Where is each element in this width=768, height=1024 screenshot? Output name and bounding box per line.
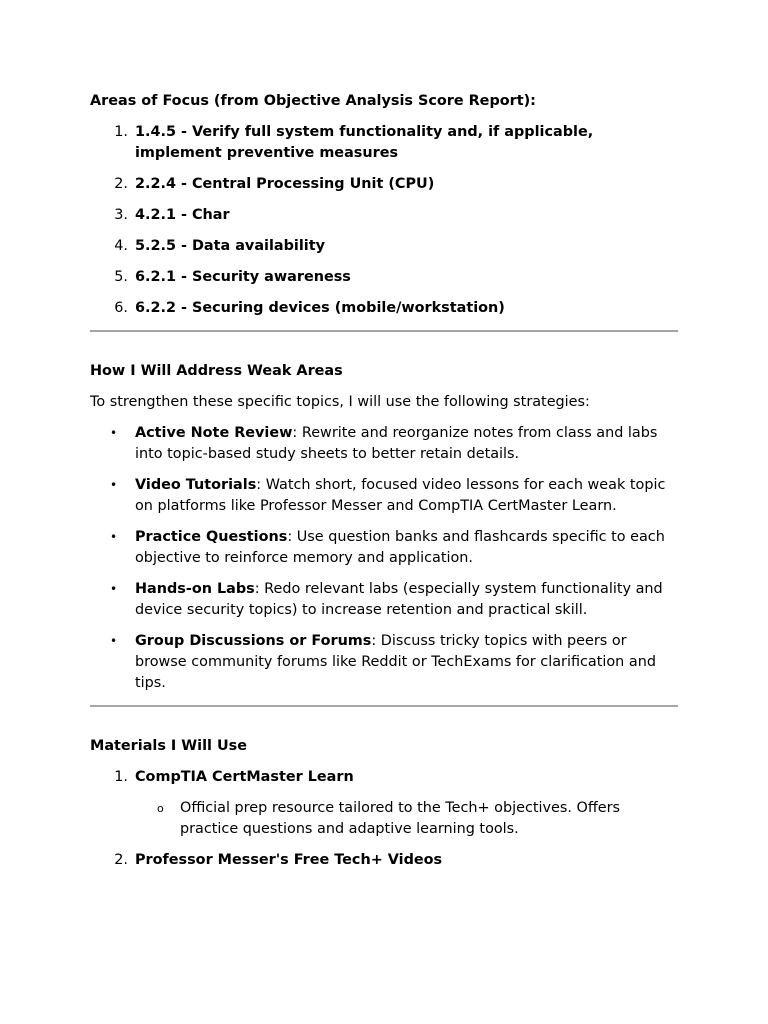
focus-list-item <box>90 174 678 195</box>
focus-item-text: 5.2.5 - Data availability <box>135 238 325 254</box>
material-title: Professor Messer's Free Tech+ Videos <box>135 852 443 868</box>
section-divider <box>90 330 678 332</box>
strategy-list-item <box>90 423 678 465</box>
focus-item-text: 2.2.4 - Central Processing Unit (CPU) <box>135 176 435 192</box>
strategy-term: Hands-on Labs <box>135 581 255 597</box>
list-number: 3. <box>114 207 128 223</box>
material-title: CompTIA CertMaster Learn <box>135 769 354 785</box>
strategy-description: : Use question banks and flashcards specific to each objective to reinforce memory and application. <box>135 529 665 566</box>
list-number: 1. <box>114 124 128 140</box>
focus-list-item <box>90 122 678 164</box>
focus-list <box>90 122 678 319</box>
bullet-icon: • <box>110 478 118 492</box>
circle-bullet-icon: o <box>157 802 164 815</box>
materials-list <box>90 767 678 871</box>
material-list-item <box>90 850 678 871</box>
focus-item-text: 4.2.1 - Char <box>135 207 230 223</box>
document-content <box>90 91 678 871</box>
focus-heading: Areas of Focus (from Objective Analysis Score Report): <box>90 93 536 109</box>
strategy-list-item <box>90 527 678 569</box>
focus-item-text: 6.2.2 - Securing devices (mobile/workstation) <box>135 300 505 316</box>
strategy-description: : Watch short, focused video lessons for each weak topic on platforms like Professor Messer and CompTIA CertMaster Learn. <box>135 477 666 514</box>
strategy-description: : Rewrite and reorganize notes from class and labs into topic-based study sheets to better retain details. <box>135 425 658 462</box>
section-divider <box>90 705 678 707</box>
strategy-description: : Discuss tricky topics with peers or browse community forums like Reddit or TechExams for clarification and tips. <box>135 633 656 691</box>
material-description: Official prep resource tailored to the Tech+ objectives. Offers practice questions and adaptive learning tools. <box>180 800 621 837</box>
material-sub-item <box>135 798 678 840</box>
focus-list-item <box>90 298 678 319</box>
strategy-list-item <box>90 579 678 621</box>
bullet-icon: • <box>110 530 118 544</box>
focus-list-item <box>90 267 678 288</box>
bullet-icon: • <box>110 582 118 596</box>
list-number: 2. <box>114 852 128 868</box>
strategy-description: : Redo relevant labs (especially system functionality and device security topics) to increase retention and practical skill. <box>135 581 663 618</box>
weak-areas-intro: To strengthen these specific topics, I will use the following strategies: <box>90 394 590 410</box>
strategy-list-item <box>90 631 678 694</box>
focus-item-text: 1.4.5 - Verify full system functionality and, if applicable, implement preventive measures <box>135 124 594 161</box>
bullet-icon: • <box>110 426 118 440</box>
bullet-icon: • <box>110 634 118 648</box>
list-number: 2. <box>114 176 128 192</box>
strategy-term: Active Note Review <box>135 425 293 441</box>
list-number: 6. <box>114 300 128 316</box>
weak-areas-heading: How I Will Address Weak Areas <box>90 363 343 379</box>
material-list-item <box>90 767 678 840</box>
strategy-term: Group Discussions or Forums <box>135 633 372 649</box>
focus-list-item <box>90 205 678 226</box>
list-number: 4. <box>114 238 128 254</box>
focus-list-item <box>90 236 678 257</box>
strategy-term: Video Tutorials <box>135 477 257 493</box>
strategy-list <box>90 423 678 694</box>
material-sub-list <box>135 798 678 840</box>
strategy-list-item <box>90 475 678 517</box>
focus-item-text: 6.2.1 - Security awareness <box>135 269 351 285</box>
materials-heading: Materials I Will Use <box>90 738 247 754</box>
list-number: 1. <box>114 769 128 785</box>
list-number: 5. <box>114 269 128 285</box>
strategy-term: Practice Questions <box>135 529 288 545</box>
